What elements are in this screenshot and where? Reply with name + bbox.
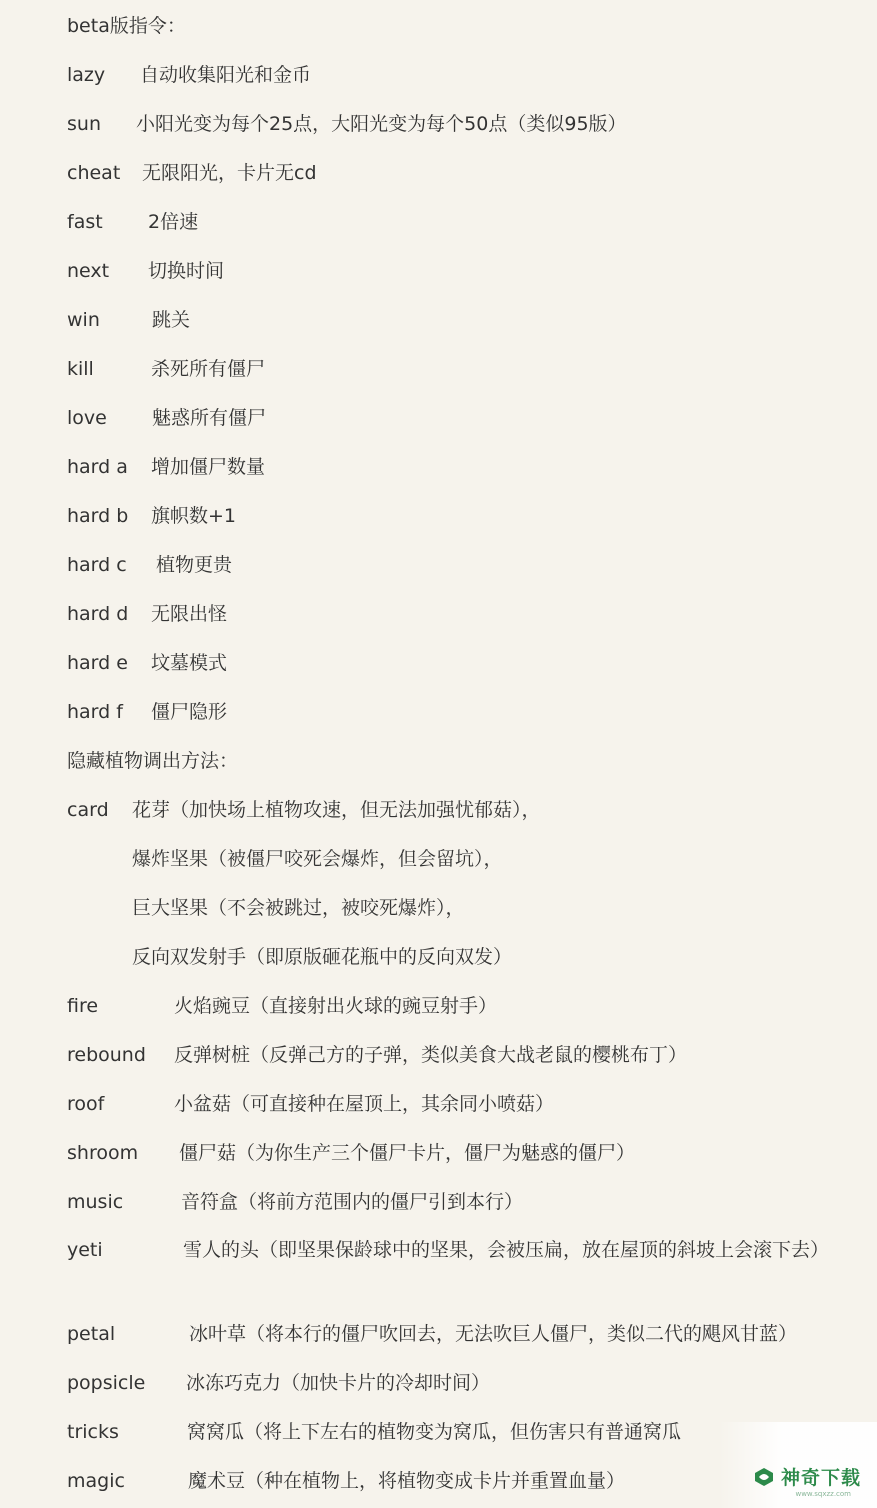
leaf-logo-icon (753, 1466, 775, 1488)
command-name: yeti (67, 1239, 103, 1261)
watermark-logo (753, 1463, 861, 1490)
command-description: 雪人的头（即坚果保龄球中的坚果，会被压扁，放在屋顶的斜坡上会滚下去） (183, 1239, 830, 1261)
command-description: 小盆菇（可直接种在屋顶上，其余同小喷菇） (174, 1093, 555, 1115)
watermark-url: www.sqxzz.com (795, 1490, 851, 1498)
site-watermark (719, 1422, 877, 1508)
command-name: music (67, 1191, 124, 1213)
command-name: lazy (67, 64, 106, 86)
command-description: 小阳光变为每个25点，大阳光变为每个50点（类似95版） (136, 113, 627, 135)
command-name: hard e (67, 652, 128, 674)
hidden-plants-heading (67, 746, 238, 776)
command-row-wrapped (67, 1233, 867, 1267)
command-name: hard a (67, 456, 128, 478)
command-name: cheat (67, 162, 121, 184)
command-name: love (67, 407, 107, 429)
command-description: 杀死所有僵尸 (151, 358, 266, 380)
card-line: 爆炸坚果（被僵尸咬死会爆炸，但会留坑）， (132, 848, 503, 870)
card-line: 反向双发射手（即原版砸花瓶中的反向双发） (132, 946, 513, 968)
command-description: 无限阳光，卡片无cd (142, 162, 317, 184)
card-line: 花芽（加快场上植物攻速，但无法加强忧郁菇）， (132, 799, 541, 821)
command-name: fast (67, 211, 103, 233)
command-name: hard f (67, 701, 123, 723)
hidden-heading-text: 隐藏植物调出方法： (67, 750, 239, 772)
command-description: 跳关 (152, 309, 191, 331)
command-name: sun (67, 113, 101, 135)
command-name: hard c (67, 554, 127, 576)
command-description: 切换时间 (148, 260, 225, 282)
command-description: 火焰豌豆（直接射出火球的豌豆射手） (174, 995, 498, 1017)
command-description: 冰叶草（将本行的僵尸吹回去，无法吹巨人僵尸，类似二代的飓风甘蓝） (189, 1323, 798, 1345)
command-description: 冰冻巧克力（加快卡片的冷却时间） (186, 1372, 491, 1394)
command-name: hard d (67, 603, 129, 625)
command-description: 旗帜数+1 (151, 505, 237, 527)
command-name: card (67, 799, 109, 821)
command-name: win (67, 309, 100, 331)
command-description: 无限出怪 (151, 603, 228, 625)
beta-heading (67, 11, 186, 41)
command-description: 2倍速 (148, 211, 199, 233)
command-name: fire (67, 995, 99, 1017)
command-name: rebound (67, 1044, 146, 1066)
command-name: kill (67, 358, 94, 380)
command-description: 魔术豆（种在植物上，将植物变成卡片并重置血量） (188, 1470, 626, 1492)
command-name: roof (67, 1093, 105, 1115)
beta-heading-text: beta版指令： (67, 15, 186, 37)
command-description: 音符盒（将前方范围内的僵尸引到本行） (181, 1191, 524, 1213)
command-description: 自动收集阳光和金币 (140, 64, 312, 86)
command-description: 增加僵尸数量 (151, 456, 266, 478)
command-name: popsicle (67, 1372, 146, 1394)
command-description: 魅惑所有僵尸 (152, 407, 267, 429)
card-line: 巨大坚果（不会被跳过，被咬死爆炸）， (132, 897, 465, 919)
command-name: magic (67, 1470, 125, 1492)
watermark-text: 神奇下载 (780, 1467, 861, 1489)
command-description: 植物更贵 (156, 554, 233, 576)
command-name: tricks (67, 1421, 119, 1443)
command-description: 窝窝瓜（将上下左右的植物变为窝瓜，但伤害只有普通窝瓜 (187, 1421, 682, 1443)
command-name: hard b (67, 505, 129, 527)
command-name: shroom (67, 1142, 139, 1164)
command-description: 反弹树桩（反弹己方的子弹，类似美食大战老鼠的樱桃布丁） (174, 1044, 688, 1066)
command-name: next (67, 260, 110, 282)
command-description: 僵尸菇（为你生产三个僵尸卡片，僵尸为魅惑的僵尸） (179, 1142, 636, 1164)
command-description: 坟墓模式 (151, 652, 228, 674)
command-description: 僵尸隐形 (151, 701, 228, 723)
command-name: petal (67, 1323, 116, 1345)
